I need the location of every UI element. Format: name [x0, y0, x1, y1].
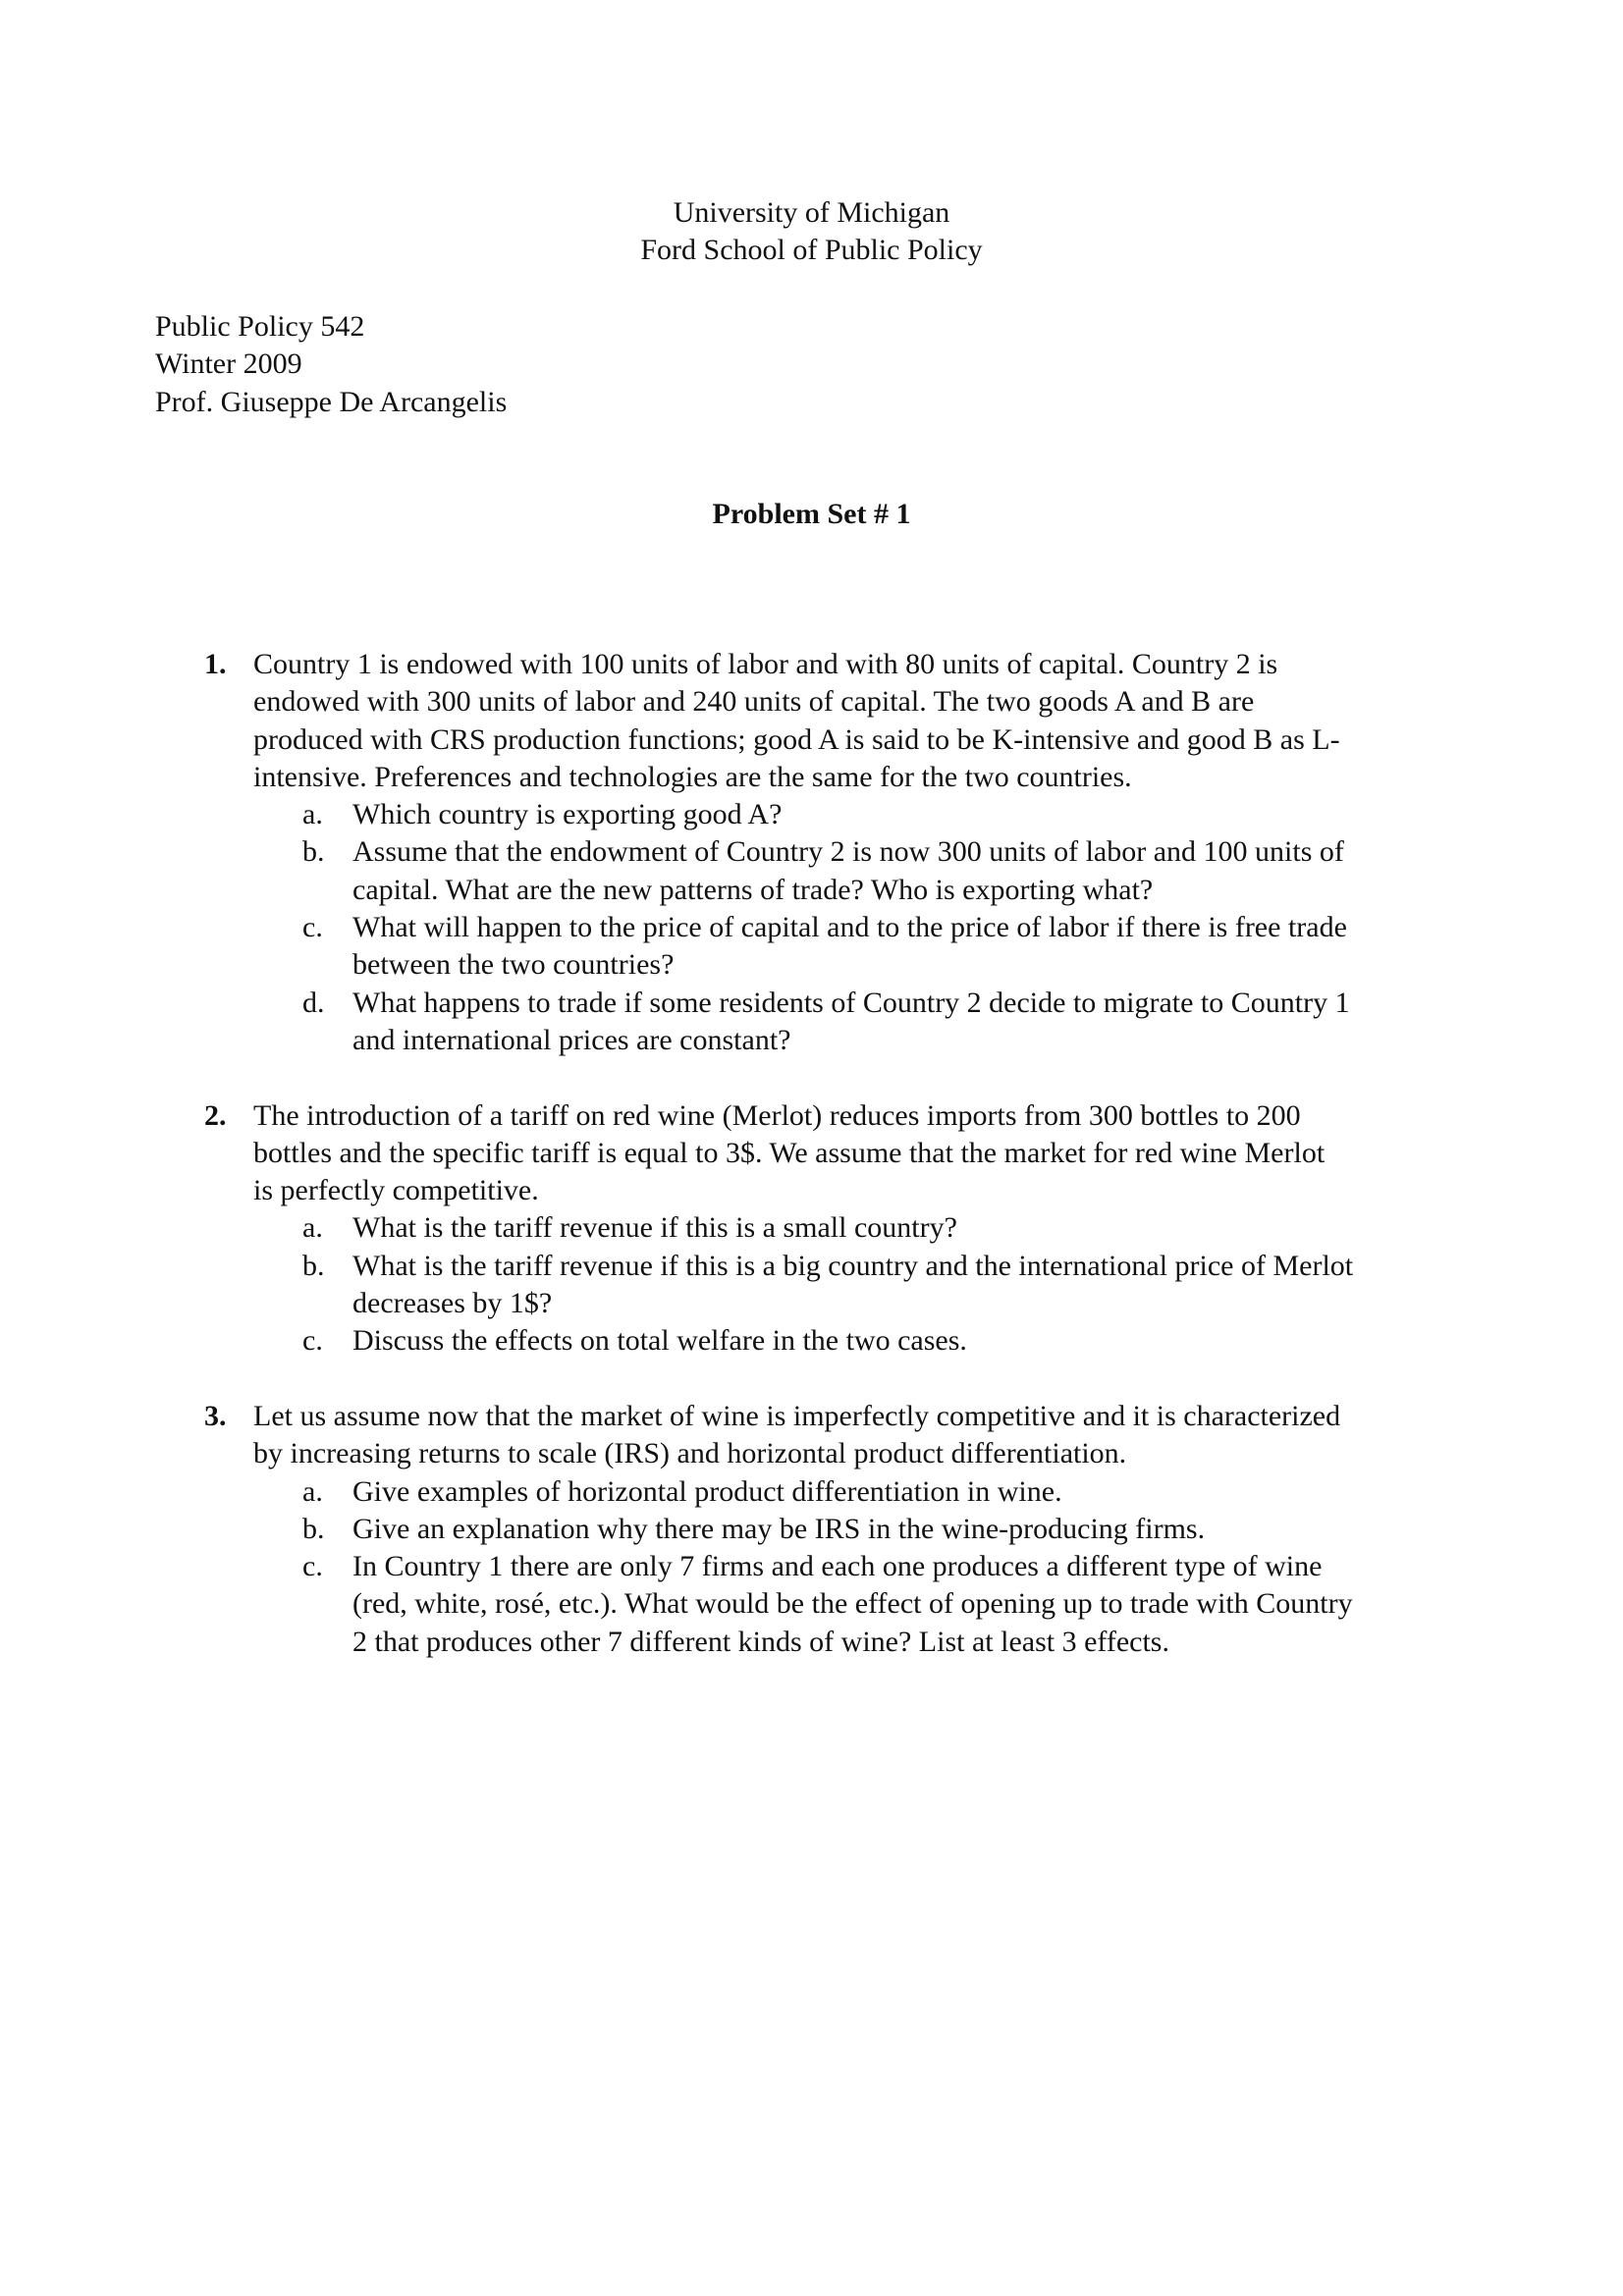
question-text [253, 1097, 1471, 1210]
text-line: Give an explanation why there may be IRS in the wine-producing firms. [352, 1512, 1206, 1545]
sub-question-text [352, 1248, 1472, 1323]
sub-question-letter: a. [302, 1211, 323, 1245]
school-name: Ford School of Public Policy [640, 234, 983, 267]
question-number: 1. [204, 648, 227, 680]
text-line: capital. What are the new patterns of trade? Who is exporting what? [352, 873, 1154, 906]
sub-question-text [352, 1322, 1472, 1360]
sub-question-text [352, 796, 1472, 833]
sub-question-text [352, 1511, 1472, 1548]
sub-question-a [0, 1209, 1623, 1247]
question-2 [0, 1097, 1623, 1361]
sub-question-d [0, 985, 1623, 1060]
question-text [253, 646, 1471, 796]
sub-question-text [352, 833, 1472, 909]
sub-question-letter: a. [302, 1474, 323, 1508]
university-name: University of Michigan [673, 196, 950, 229]
question-text [253, 1398, 1471, 1473]
course-name: Public Policy 542 [155, 310, 365, 343]
text-line: Give examples of horizontal product differentiation in wine. [352, 1474, 1062, 1508]
sub-question-c [0, 1548, 1623, 1661]
text-line: The introduction of a tariff on red wine (Merlot) reduces imports from 300 bottles to 200 [253, 1098, 1301, 1132]
text-line: (red, white, rosé, etc.). What would be the effect of opening up to trade with Country [352, 1587, 1353, 1621]
text-line: Let us assume now that the market of wine is imperfectly competitive and it is characterized [253, 1399, 1341, 1432]
sub-question-c [0, 1322, 1623, 1360]
sub-question-letter: a. [302, 798, 323, 831]
course-instructor: Prof. Giuseppe De Arcangelis [155, 385, 508, 418]
text-line: decreases by 1$? [352, 1287, 553, 1320]
sub-question-text [352, 909, 1472, 985]
text-line: by increasing returns to scale (IRS) and horizontal product differentiation. [253, 1437, 1127, 1470]
question-list [0, 646, 1623, 1698]
sub-question-letter: b. [302, 1249, 325, 1282]
sub-question-b [0, 833, 1623, 909]
sub-question-a [0, 796, 1623, 833]
sub-question-b [0, 1511, 1623, 1548]
text-line: Country 1 is endowed with 100 units of labor and with 80 units of capital. Country 2 is [253, 648, 1278, 680]
text-line: What is the tariff revenue if this is a small country? [352, 1211, 957, 1245]
sub-question-letter: b. [302, 1512, 325, 1545]
question-number: 2. [204, 1098, 227, 1132]
sub-question-letter: c. [302, 1550, 323, 1583]
sub-question-letter: b. [302, 835, 325, 869]
text-line: Discuss the effects on total welfare in the two cases. [352, 1324, 967, 1358]
question-3 [0, 1398, 1623, 1661]
sub-question-letter: d. [302, 986, 325, 1019]
sub-question-a [0, 1473, 1623, 1511]
text-line: Assume that the endowment of Country 2 is now 300 units of labor and 100 units of [352, 835, 1344, 869]
text-line: bottles and the specific tariff is equal to 3$. We assume that the market for red wine Merlot [253, 1136, 1325, 1169]
text-line: intensive. Preferences and technologies are the same for the two countries. [253, 760, 1132, 793]
institution-header [0, 194, 1623, 270]
sub-question-text [352, 985, 1472, 1060]
text-line: What happens to trade if some residents of Country 2 decide to migrate to Country 1 [352, 986, 1350, 1019]
course-term: Winter 2009 [155, 347, 302, 381]
sub-question-letter: c. [302, 911, 323, 944]
sub-question-c [0, 909, 1623, 985]
text-line: What is the tariff revenue if this is a big country and the international price of Merlot [352, 1249, 1354, 1282]
sub-question-text [352, 1209, 1472, 1247]
text-line: 2 that produces other 7 different kinds of wine? List at least 3 effects. [352, 1625, 1169, 1658]
text-line: In Country 1 there are only 7 firms and each one produces a different type of wine [352, 1550, 1323, 1583]
question-1 [0, 646, 1623, 1059]
question-number: 3. [204, 1399, 227, 1432]
sub-question-text [352, 1548, 1472, 1661]
course-info [155, 308, 507, 421]
sub-question-text [352, 1473, 1472, 1511]
text-line: What will happen to the price of capital and to the price of labor if there is free trade [352, 911, 1347, 944]
sub-question-b [0, 1248, 1623, 1323]
page-title: Problem Set # 1 [712, 498, 911, 530]
text-line: and international prices are constant? [352, 1023, 791, 1056]
text-line: is perfectly competitive. [253, 1174, 539, 1207]
text-line: endowed with 300 units of labor and 240 units of capital. The two goods A and B are [253, 685, 1255, 719]
text-line: produced with CRS production functions; good A is said to be K-intensive and good B as L- [253, 722, 1340, 756]
text-line: Which country is exporting good A? [352, 798, 783, 831]
text-line: between the two countries? [352, 948, 675, 982]
sub-question-letter: c. [302, 1324, 323, 1358]
